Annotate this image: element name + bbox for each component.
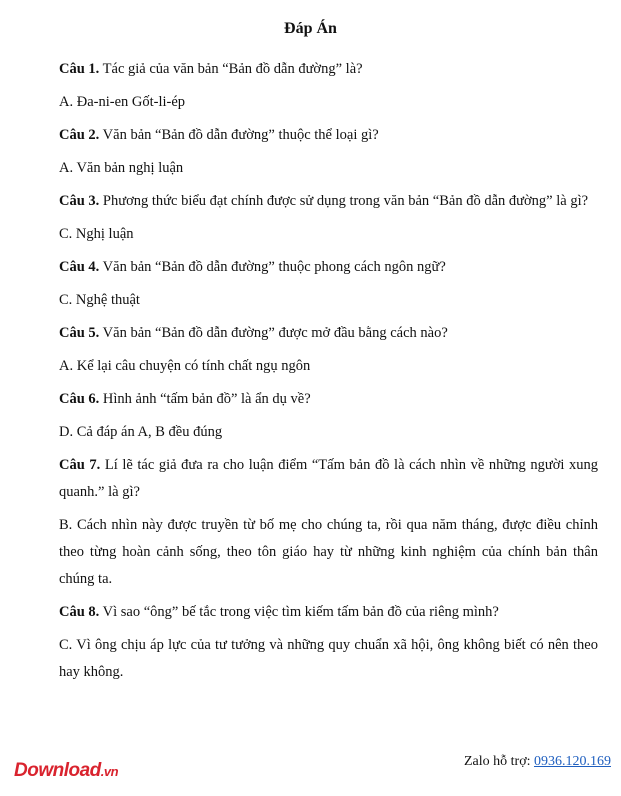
question-7	[59, 452, 598, 506]
question-4	[59, 254, 598, 281]
question-label: Câu 1.	[59, 61, 100, 77]
answer-5: A. Kể lại câu chuyện có tính chất ngụ ngôn	[59, 358, 311, 374]
question-2	[59, 122, 598, 149]
question-1	[59, 56, 598, 83]
question-label: Câu 5.	[59, 325, 100, 341]
question-text: Văn bản “Bản đồ dẫn đường” thuộc phong cách ngôn ngữ?	[99, 259, 446, 275]
question-6	[59, 386, 598, 413]
answer-7: B. Cách nhìn này được truyền từ bố mẹ cho chúng ta, rồi qua năm tháng, được điều chỉnh theo từng hoàn cảnh sống, theo tôn giáo hay từ những kinh nghiệm của chính bản thân chúng ta.	[59, 517, 598, 587]
question-text: Vì sao “ông” bế tắc trong việc tìm kiếm tấm bản đồ của riêng mình?	[99, 604, 499, 620]
question-5	[59, 320, 598, 347]
question-label: Câu 7.	[59, 457, 101, 473]
question-text: Phương thức biểu đạt chính được sử dụng trong văn bản “Bản đồ dẫn đường” là gì?	[99, 193, 589, 209]
answer-8: C. Vì ông chịu áp lực của tư tưởng và những quy chuẩn xã hội, ông không biết có nên theo hay không.	[59, 637, 598, 680]
question-label: Câu 3.	[59, 193, 100, 209]
question-text: Tác giả của văn bản “Bản đồ dẫn đường” là?	[99, 61, 363, 77]
question-label: Câu 6.	[59, 391, 100, 407]
question-text: Lí lẽ tác giả đưa ra cho luận điểm “Tấm bản đồ là cách nhìn về những người xung quanh.” là gì?	[59, 457, 598, 500]
logo-main-text: Download	[14, 760, 101, 781]
support-contact	[464, 754, 611, 770]
answer-6: D. Cả đáp án A, B đều đúng	[59, 424, 223, 440]
question-text: Văn bản “Bản đồ dẫn đường” thuộc thể loại gì?	[99, 127, 379, 143]
question-text: Văn bản “Bản đồ dẫn đường” được mở đầu bằng cách nào?	[99, 325, 448, 341]
answer-4: C. Nghệ thuật	[59, 292, 140, 308]
answer-3: C. Nghị luận	[59, 226, 134, 242]
question-text: Hình ảnh “tấm bản đồ” là ẩn dụ về?	[99, 391, 311, 407]
logo-suffix-text: .vn	[100, 764, 119, 779]
answer-1: A. Đa-ni-en Gốt-li-ép	[59, 94, 186, 110]
question-8	[59, 599, 598, 626]
support-phone-link[interactable]: 0936.120.169	[534, 754, 611, 769]
contact-label: Zalo hỗ trợ:	[464, 754, 534, 769]
answer-list	[59, 56, 598, 692]
question-3	[59, 188, 598, 215]
answer-2: A. Văn bản nghị luận	[59, 160, 184, 176]
page-title: Đáp Án	[284, 20, 337, 37]
question-label: Câu 8.	[59, 604, 100, 620]
download-vn-logo[interactable]	[14, 760, 118, 782]
question-label: Câu 4.	[59, 259, 100, 275]
question-label: Câu 2.	[59, 127, 100, 143]
